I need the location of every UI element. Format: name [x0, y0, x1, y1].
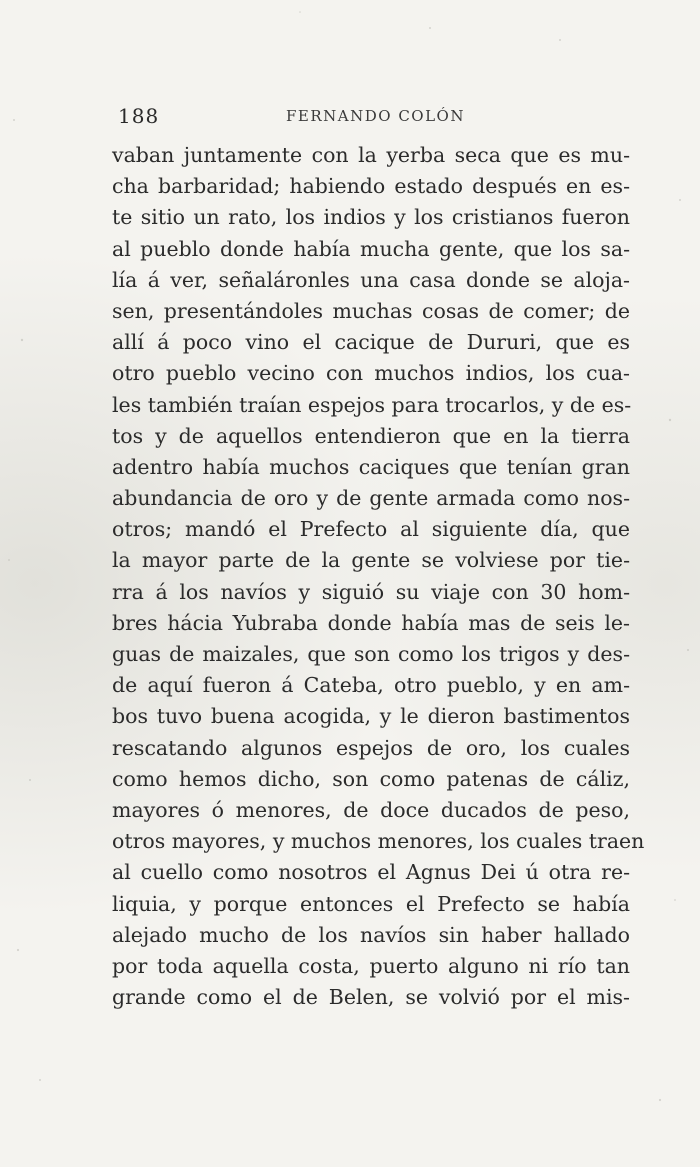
text-line: cha barbaridad; habiendo estado después en es- [112, 174, 630, 199]
page-number: 188 [118, 104, 160, 128]
text-line: como hemos dicho, son como patenas de cáliz, [112, 766, 630, 791]
text-line: sen, presentándoles muchas cosas de comer; de [112, 298, 630, 323]
text-line: guas de maizales, que son como los trigos y des- [112, 642, 630, 666]
page-header [118, 104, 628, 134]
text-line: otros mayores, y muchos menores, los cuales traen [112, 829, 645, 854]
text-line: alejado mucho de los navíos sin haber hallado [112, 922, 630, 947]
text-line: abundancia de oro y de gente armada como nos- [112, 486, 630, 511]
text-line: rescatando algunos espejos de oro, los cuales [112, 735, 630, 760]
text-line: adentro había muchos caciques que tenían gran [112, 454, 630, 479]
running-head: FERNANDO COLÓN [286, 107, 465, 125]
text-line: vaban juntamente con la yerba seca que es mu- [112, 143, 630, 167]
text-line: rra á los navíos y siguió su viaje con 30 hom- [112, 579, 630, 604]
text-line: otros; mandó el Prefecto al siguiente día, que [112, 517, 630, 542]
text-line: otro pueblo vecino con muchos indios, los cua- [112, 361, 630, 386]
text-line: liquia, y porque entonces el Prefecto se había [112, 891, 630, 916]
text-line: grande como el de Belen, se volvió por el mis- [112, 985, 630, 1010]
text-line: bres hácia Yubraba donde había mas de seis le- [112, 610, 630, 635]
text-line: bos tuvo buena acogida, y le dieron bastimentos [112, 704, 630, 729]
text-line: allí á poco vino el cacique de Dururi, que es [112, 330, 630, 355]
text-line: la mayor parte de la gente se volviese por tie- [112, 548, 630, 573]
text-line: al cuello como nosotros el Agnus Dei ú otra re- [112, 860, 630, 885]
text-line: te sitio un rato, los indios y los cristianos fueron [112, 205, 630, 230]
text-line: les también traían espejos para trocarlos, y de es- [112, 392, 632, 417]
text-line: al pueblo donde había mucha gente, que los sa- [112, 236, 630, 261]
text-line: por toda aquella costa, puerto alguno ni río tan [112, 953, 630, 978]
text-line: lía á ver, señaláronles una casa donde se aloja- [112, 267, 630, 292]
text-line: tos y de aquellos entendieron que en la tierra [112, 423, 630, 448]
text-line: mayores ó menores, de doce ducados de peso, [112, 797, 630, 822]
text-line: de aquí fueron á Cateba, otro pueblo, y en am- [112, 673, 630, 698]
body-text [112, 140, 645, 1013]
